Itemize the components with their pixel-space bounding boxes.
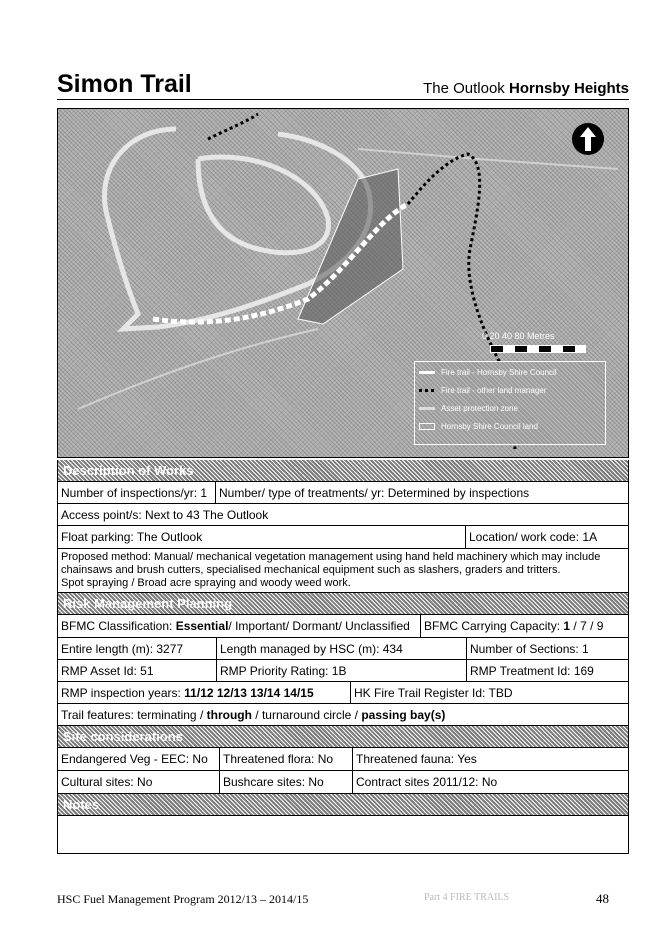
scale-bar — [490, 345, 586, 353]
legend-swatch — [419, 389, 435, 392]
legend-item — [419, 420, 603, 434]
works-table — [57, 460, 629, 854]
page-subtitle — [423, 80, 629, 98]
page-number: 48 — [596, 891, 609, 906]
years-prefix: RMP inspection years: — [61, 686, 185, 700]
legend-label: Fire trail - Hornsby Shire Council — [441, 368, 557, 377]
bfmc-class-selected: Essential — [175, 619, 229, 633]
entire-length-cell: Entire length (m): 3277 — [61, 642, 184, 656]
section-description-heading: Description of Works — [57, 460, 629, 482]
contract-cell: Contract sites 2011/12: No — [352, 771, 500, 793]
section-risk-heading: Risk Management Planning — [57, 593, 629, 615]
legend-item — [419, 366, 603, 380]
bfmc-class-prefix: BFMC Classification: — [61, 619, 176, 633]
length-hsc-cell: Length managed by HSC (m): 434 — [216, 638, 466, 659]
notes-body — [57, 816, 629, 854]
table-row — [57, 482, 629, 504]
features-selected: through — [206, 708, 252, 722]
legend-item — [419, 402, 603, 416]
north-arrow — [572, 123, 604, 155]
eec-cell: Endangered Veg - EEC: No — [61, 752, 208, 766]
inspections-cell: Number of inspections/yr: 1 — [61, 486, 208, 500]
scale-label: 0 20 40 80 Metres — [482, 331, 555, 341]
bfmc-class-rest: / Important/ Dormant/ Unclassified — [228, 619, 410, 633]
method-line: chainsaws and brush cutters, specialised mechanical equipment such as slashers, graders and tritters. — [61, 564, 561, 576]
table-row — [57, 504, 629, 526]
fauna-cell: Threatened fauna: Yes — [352, 748, 480, 770]
footer-part: Part 4 FIRE TRAILS — [424, 892, 510, 903]
page-footer — [57, 891, 629, 907]
capacity-prefix: BFMC Carrying Capacity: — [424, 619, 564, 633]
legend-swatch — [419, 371, 435, 374]
capacity-rest: / 7 / 9 — [570, 619, 604, 633]
cultural-cell: Cultural sites: No — [61, 775, 153, 789]
method-line: Proposed method: Manual/ mechanical vegetation management using hand held machinery which may include — [61, 551, 601, 563]
section-notes-heading: Notes — [57, 794, 629, 816]
priority-cell: RMP Priority Rating: 1B — [216, 660, 466, 681]
table-row — [57, 660, 629, 682]
table-row — [57, 771, 629, 794]
bushcare-cell: Bushcare sites: No — [219, 771, 352, 793]
table-row — [57, 704, 629, 726]
suburb-text: Hornsby Heights — [508, 80, 629, 97]
legend-swatch — [419, 423, 435, 430]
legend-swatch — [419, 407, 435, 410]
bfmc-capacity-cell — [420, 615, 606, 637]
sections-cell: Number of Sections: 1 — [466, 638, 592, 659]
capacity-selected: 1 — [563, 619, 571, 633]
access-cell: Access point/s: Next to 43 The Outlook — [61, 508, 269, 522]
bfmc-classification-cell — [58, 615, 420, 637]
float-parking-cell: Float parking: The Outlook — [61, 530, 203, 544]
legend-item — [419, 384, 603, 398]
table-row — [57, 682, 629, 704]
inspection-years-cell — [58, 682, 350, 703]
table-row — [57, 638, 629, 660]
years-values: 11/12 12/13 13/14 14/15 — [184, 686, 314, 700]
flora-cell: Threatened flora: No — [219, 748, 352, 770]
treatment-id-cell: RMP Treatment Id: 169 — [466, 660, 597, 681]
features-selected: passing bay(s) — [361, 708, 446, 722]
treatments-cell: Number/ type of treatments/ yr: Determined by inspections — [215, 482, 532, 503]
footer-program: HSC Fuel Management Program 2012/13 – 2014/15 — [57, 892, 309, 906]
table-row — [57, 615, 629, 638]
section-site-heading: Site considerations — [57, 726, 629, 748]
legend-label: Hornsby Shire Council land — [441, 422, 538, 431]
features-text: / turnaround circle / — [251, 708, 362, 722]
location-text: The Outlook — [423, 80, 505, 97]
table-row — [57, 526, 629, 549]
trail-features-cell — [58, 704, 448, 725]
map-legend — [414, 361, 606, 445]
method-line: Spot spraying / Broad acre spraying and woody weed work. — [61, 577, 351, 589]
legend-label: Asset protection zone — [441, 404, 518, 413]
features-text: Trail features: terminating / — [61, 708, 207, 722]
legend-label: Fire trail - other land manager — [441, 386, 547, 395]
map-scale — [476, 331, 588, 357]
table-row — [57, 748, 629, 771]
asset-id-cell: RMP Asset Id: 51 — [61, 664, 154, 678]
location-code-cell: Location/ work code: 1A — [465, 526, 600, 548]
register-cell: HK Fire Trail Register Id: TBD — [350, 682, 515, 703]
method-row — [57, 549, 629, 593]
trail-map — [57, 108, 629, 458]
page-header — [57, 70, 629, 100]
page-title: Simon Trail — [57, 70, 192, 98]
